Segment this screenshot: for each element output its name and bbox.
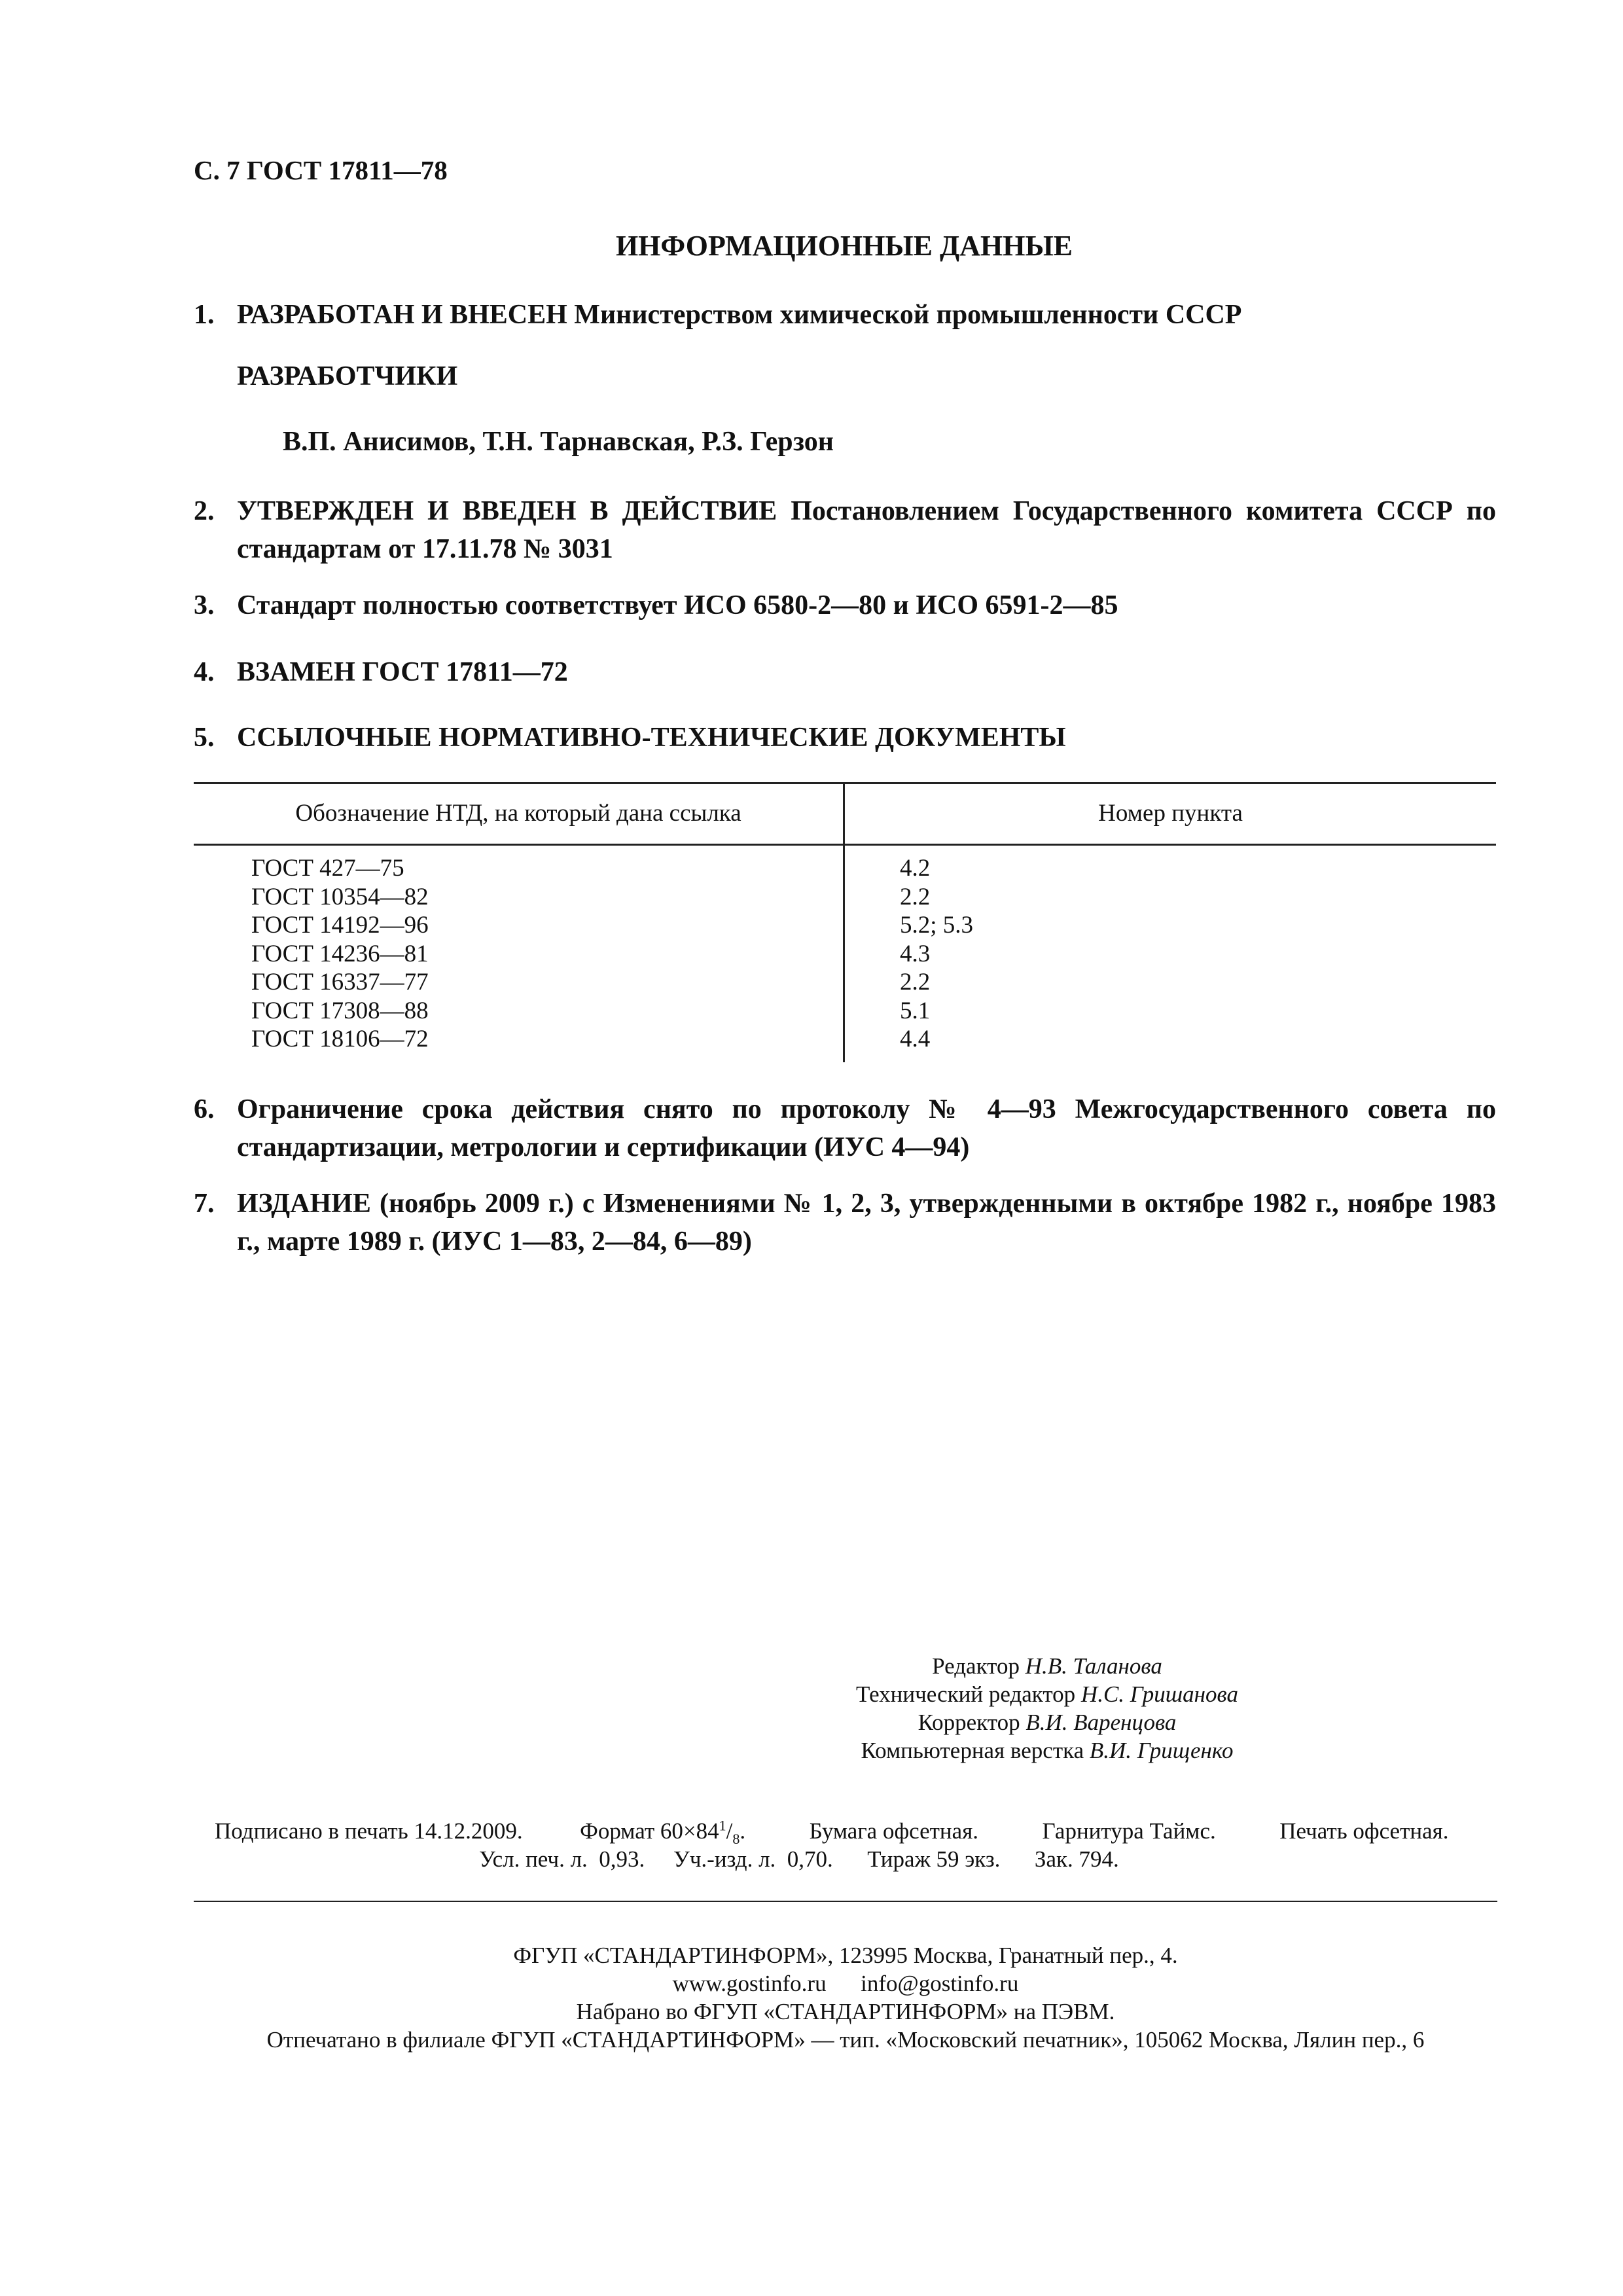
item-number: 6. (194, 1094, 215, 1124)
table-top-border (194, 782, 1496, 784)
info-item-7 (194, 1185, 1496, 1261)
print-signed: Подписано в печать 14.12.2009. (215, 1818, 523, 1844)
item-text: РАЗРАБОТАН И ВНЕСЕН Министерством химической промышленности СССР (237, 300, 1242, 330)
table-cell-clause: 5.2; 5.3 (900, 912, 974, 939)
item-text: Ограничение срока действия снято по протоколу № 4—93 Межгосударственного совета по стандартизации, метрологии и сертификации (ИУС 4—94) (237, 1094, 1496, 1162)
credit-role: Компьютерная верстка (861, 1738, 1084, 1763)
table-cell-clause: 2.2 (900, 883, 931, 910)
developers-heading: РАЗРАБОТЧИКИ (237, 361, 458, 391)
print-run: Тираж 59 экз. (867, 1846, 1001, 1872)
publisher-block (194, 1941, 1497, 2054)
table-cell-document: ГОСТ 14192—96 (251, 912, 429, 939)
publisher-website: www.gostinfo.ru (672, 1971, 827, 1996)
print-typeface: Гарнитура Таймс. (1042, 1818, 1216, 1844)
print-pub-sheets: Уч.-изд. л. 0,70. (673, 1846, 833, 1872)
print-format: Формат $60\times 84^1/_8$. (580, 1817, 746, 1847)
credit-role: Технический редактор (856, 1681, 1076, 1707)
table-cell-clause: 2.2 (900, 969, 931, 996)
credit-proofreader (458, 1708, 1623, 1736)
print-info-line-1 (215, 1817, 1492, 1845)
print-info-line-2 (479, 1845, 1119, 1873)
info-item-2 (194, 492, 1496, 568)
item-text: Стандарт полностью соответствует ИСО 6580-2—80 и ИСО 6591-2—85 (237, 590, 1118, 620)
table-column-clauses (900, 854, 973, 1054)
document-title: ИНФОРМАЦИОННЫЕ ДАННЫЕ (615, 230, 1073, 262)
table-header-document: Обозначение НТД, на который дана ссылка (295, 800, 741, 827)
info-item-5 (194, 719, 1496, 757)
divider-line (194, 1901, 1497, 1902)
print-paper: Бумага офсетная. (809, 1818, 979, 1844)
credit-name: Н.В. Таланова (1025, 1653, 1162, 1679)
publisher-printed: Отпечатано в филиале ФГУП «СТАНДАРТИНФОРМ» — тип. «Московский печатник», 105062 Москва, Лялин пер., 6 (266, 2027, 1425, 2053)
table-cell-document: ГОСТ 14236—81 (251, 940, 429, 967)
item-number: 7. (194, 1189, 215, 1219)
developers-names: В.П. Анисимов, Т.Н. Тарнавская, Р.З. Герзон (283, 427, 834, 457)
item-text: ИЗДАНИЕ (ноябрь 2009 г.) с Изменениями № 1, 2, 3, утвержденными в октябре 1982 г., ноябре 1983 г., марте 1989 г. (ИУС 1—83, 2—84, 6—89) (237, 1189, 1496, 1257)
info-item-6 (194, 1090, 1496, 1166)
credit-role: Корректор (918, 1710, 1020, 1735)
publisher-contacts (194, 1969, 1497, 1998)
print-sheets: Усл. печ. л. 0,93. (479, 1846, 645, 1872)
info-item-4 (194, 653, 1496, 691)
credit-name: В.И. Грищенко (1089, 1738, 1234, 1763)
publisher-typeset: Набрано во ФГУП «СТАНДАРТИНФОРМ» на ПЭВМ. (576, 1999, 1115, 2024)
credit-layout (458, 1736, 1623, 1765)
info-item-1 (194, 296, 1496, 334)
credits-block (458, 1652, 1623, 1765)
table-cell-document: ГОСТ 10354—82 (251, 883, 429, 910)
item-number: 4. (194, 657, 215, 687)
credit-name: Н.С. Гришанова (1080, 1681, 1238, 1707)
table-cell-document: ГОСТ 427—75 (251, 855, 404, 882)
table-cell-document: ГОСТ 16337—77 (251, 969, 429, 996)
print-order: Зак. 794. (1034, 1846, 1119, 1872)
table-cell-document: ГОСТ 17308—88 (251, 997, 429, 1024)
table-cell-clause: 4.3 (900, 940, 931, 967)
table-cell-clause: 4.4 (900, 1026, 931, 1052)
reference-documents-table (194, 782, 1496, 1064)
info-item-3 (194, 586, 1496, 624)
table-cell-clause: 4.2 (900, 855, 931, 882)
table-header-clause: Номер пункта (1098, 800, 1243, 827)
credit-editor (458, 1652, 1623, 1680)
publisher-address: ФГУП «СТАНДАРТИНФОРМ», 123995 Москва, Гранатный пер., 4. (513, 1943, 1178, 1968)
item-number: 2. (194, 496, 215, 526)
print-method: Печать офсетная. (1279, 1818, 1449, 1844)
credit-name: В.И. Варенцова (1026, 1710, 1177, 1735)
table-cell-clause: 5.1 (900, 997, 931, 1024)
item-text: УТВЕРЖДЕН И ВВЕДЕН В ДЕЙСТВИЕ Постановлением Государственного комитета СССР по стандартам от 17.11.78 № 3031 (237, 496, 1496, 564)
table-cell-document: ГОСТ 18106—72 (251, 1026, 429, 1052)
credit-role: Редактор (932, 1653, 1020, 1679)
item-number: 3. (194, 590, 215, 620)
item-number: 1. (194, 300, 215, 330)
table-column-documents (251, 854, 429, 1054)
table-header-border (194, 844, 1496, 846)
credit-tech-editor (458, 1680, 1623, 1708)
page-header: С. 7 ГОСТ 17811—78 (194, 155, 448, 185)
item-text: ВЗАМЕН ГОСТ 17811—72 (237, 657, 568, 687)
item-text: ССЫЛОЧНЫЕ НОРМАТИВНО-ТЕХНИЧЕСКИЕ ДОКУМЕНТЫ (237, 723, 1066, 753)
publisher-email: info@gostinfo.ru (861, 1971, 1019, 1996)
item-number: 5. (194, 723, 215, 753)
